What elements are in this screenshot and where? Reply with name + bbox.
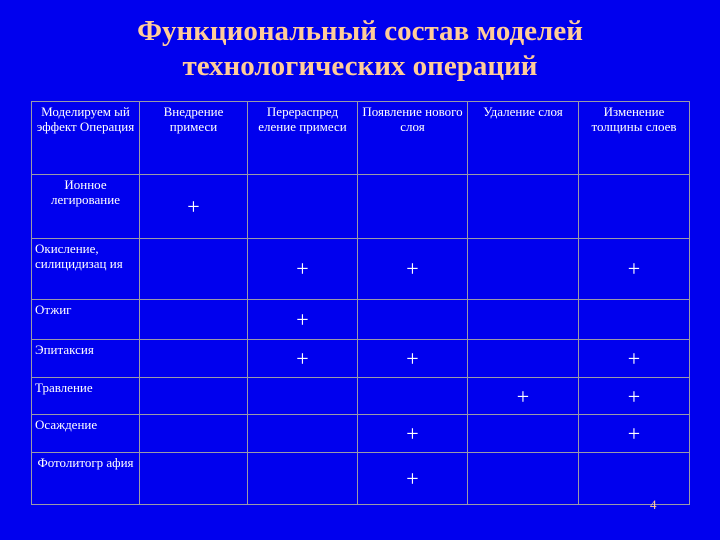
- slide-title: [0, 14, 720, 84]
- row-label: Окисление, силицидизац ия: [32, 238, 140, 299]
- table-cell: [579, 453, 690, 505]
- table-row: [32, 175, 690, 239]
- table-cell: [140, 414, 248, 452]
- table-cell: [140, 299, 248, 339]
- table-cell: [358, 175, 468, 239]
- plus-mark: +: [406, 346, 419, 372]
- table-cell: [468, 453, 579, 505]
- row-label: Фотолитогр афия: [32, 453, 140, 505]
- table-cell: [248, 299, 358, 339]
- row-label: Эпитаксия: [32, 339, 140, 377]
- column-header: Внедрение примеси: [140, 102, 248, 175]
- plus-mark: +: [627, 421, 641, 447]
- page-number: 4: [650, 497, 657, 512]
- plus-mark: +: [296, 346, 309, 372]
- table-cell: [468, 238, 579, 299]
- table-cell: [248, 378, 358, 414]
- plus-mark: +: [296, 256, 309, 282]
- table-cell: [140, 378, 248, 414]
- table-cell: [248, 175, 358, 239]
- plus-mark: +: [406, 421, 419, 447]
- table-cell: [468, 414, 579, 452]
- table-cell: [248, 414, 358, 452]
- row-label: Травление: [32, 378, 140, 414]
- table-row: [32, 238, 690, 299]
- plus-mark: +: [406, 256, 419, 282]
- table-header-row: [32, 102, 690, 175]
- column-header: Появление нового слоя: [358, 102, 468, 175]
- table-cell: [579, 339, 690, 377]
- table-cell: [140, 238, 248, 299]
- table-row: [32, 453, 690, 505]
- table-cell: [358, 378, 468, 414]
- table-cell: [468, 339, 579, 377]
- table-cell: [468, 378, 579, 414]
- row-label: Осаждение: [32, 414, 140, 452]
- plus-mark: +: [187, 193, 200, 219]
- row-label: Отжиг: [32, 299, 140, 339]
- table-cell: [579, 175, 690, 239]
- table-cell: [358, 299, 468, 339]
- table-row: [32, 339, 690, 377]
- slide-title-line-2: технологических операций: [182, 50, 538, 82]
- slide-title-line-1: Функциональный состав моделей: [137, 15, 583, 47]
- plus-mark: +: [627, 383, 641, 409]
- table-cell: [248, 453, 358, 505]
- table-cell: [579, 414, 690, 452]
- table-cell: [358, 453, 468, 505]
- table-cell: [468, 175, 579, 239]
- table-cell: [579, 238, 690, 299]
- table-row: [32, 414, 690, 452]
- table-cell: [358, 238, 468, 299]
- table-cell: [579, 299, 690, 339]
- table-cell: [358, 339, 468, 377]
- row-label: Ионное легирование: [32, 175, 140, 239]
- table-row: [32, 378, 690, 414]
- table-cell: [248, 238, 358, 299]
- column-header: Перераспред еление примеси: [248, 102, 358, 175]
- table-body: [32, 175, 690, 505]
- table-cell: [140, 175, 248, 239]
- operations-effects-table: [31, 101, 690, 505]
- plus-mark: +: [406, 466, 419, 492]
- column-header: Изменение толщины слоев: [579, 102, 690, 175]
- plus-mark: +: [627, 256, 641, 282]
- table-cell: [579, 378, 690, 414]
- plus-mark: +: [296, 306, 309, 332]
- table-cell: [140, 453, 248, 505]
- corner-header: Моделируем ый эффект Операция: [32, 102, 140, 175]
- plus-mark: +: [516, 383, 530, 409]
- plus-mark: +: [627, 346, 641, 372]
- column-header: Удаление слоя: [468, 102, 579, 175]
- table-cell: [468, 299, 579, 339]
- table-cell: [140, 339, 248, 377]
- table-cell: [358, 414, 468, 452]
- table-row: [32, 299, 690, 339]
- table-cell: [248, 339, 358, 377]
